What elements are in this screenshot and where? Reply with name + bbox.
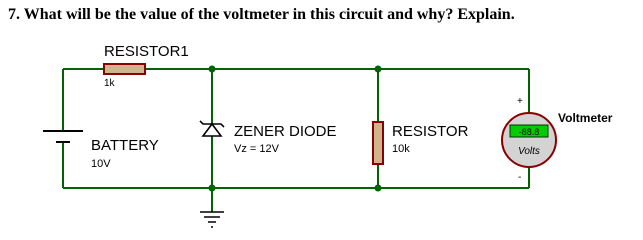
zener-diode-name: ZENER DIODE — [234, 123, 337, 140]
resistor1-name: RESISTOR1 — [104, 43, 189, 60]
junction-dot — [375, 185, 382, 192]
voltmeter-reading: -88.8 — [518, 127, 540, 137]
junction-dot — [209, 66, 216, 73]
voltmeter-minus: - — [518, 172, 522, 183]
resistor2 — [373, 122, 469, 164]
voltmeter-plus: + — [517, 96, 523, 107]
voltmeter-name: Voltmeter — [558, 111, 613, 125]
voltmeter — [502, 96, 613, 183]
battery-name: BATTERY — [91, 137, 159, 154]
voltmeter-body — [502, 113, 556, 167]
zener-diode-triangle — [203, 124, 221, 136]
battery-value: 10V — [91, 158, 111, 170]
battery — [43, 131, 159, 170]
resistor1-body — [104, 64, 145, 74]
resistor1-value: 1k — [104, 78, 115, 89]
resistor2-name: RESISTOR — [392, 123, 469, 140]
resistor1 — [104, 43, 189, 89]
zener-diode-value: Vz = 12V — [234, 143, 279, 155]
zener-diode — [200, 121, 337, 155]
voltmeter-unit: Volts — [518, 146, 540, 157]
junction-dot — [209, 185, 216, 192]
resistor2-value: 10k — [392, 143, 410, 155]
resistor2-body — [373, 122, 383, 164]
question-text: 7. What will be the value of the voltmeter in this circuit and why? Explain. — [8, 6, 515, 23]
junction-dot — [375, 66, 382, 73]
ground-icon — [200, 212, 224, 227]
